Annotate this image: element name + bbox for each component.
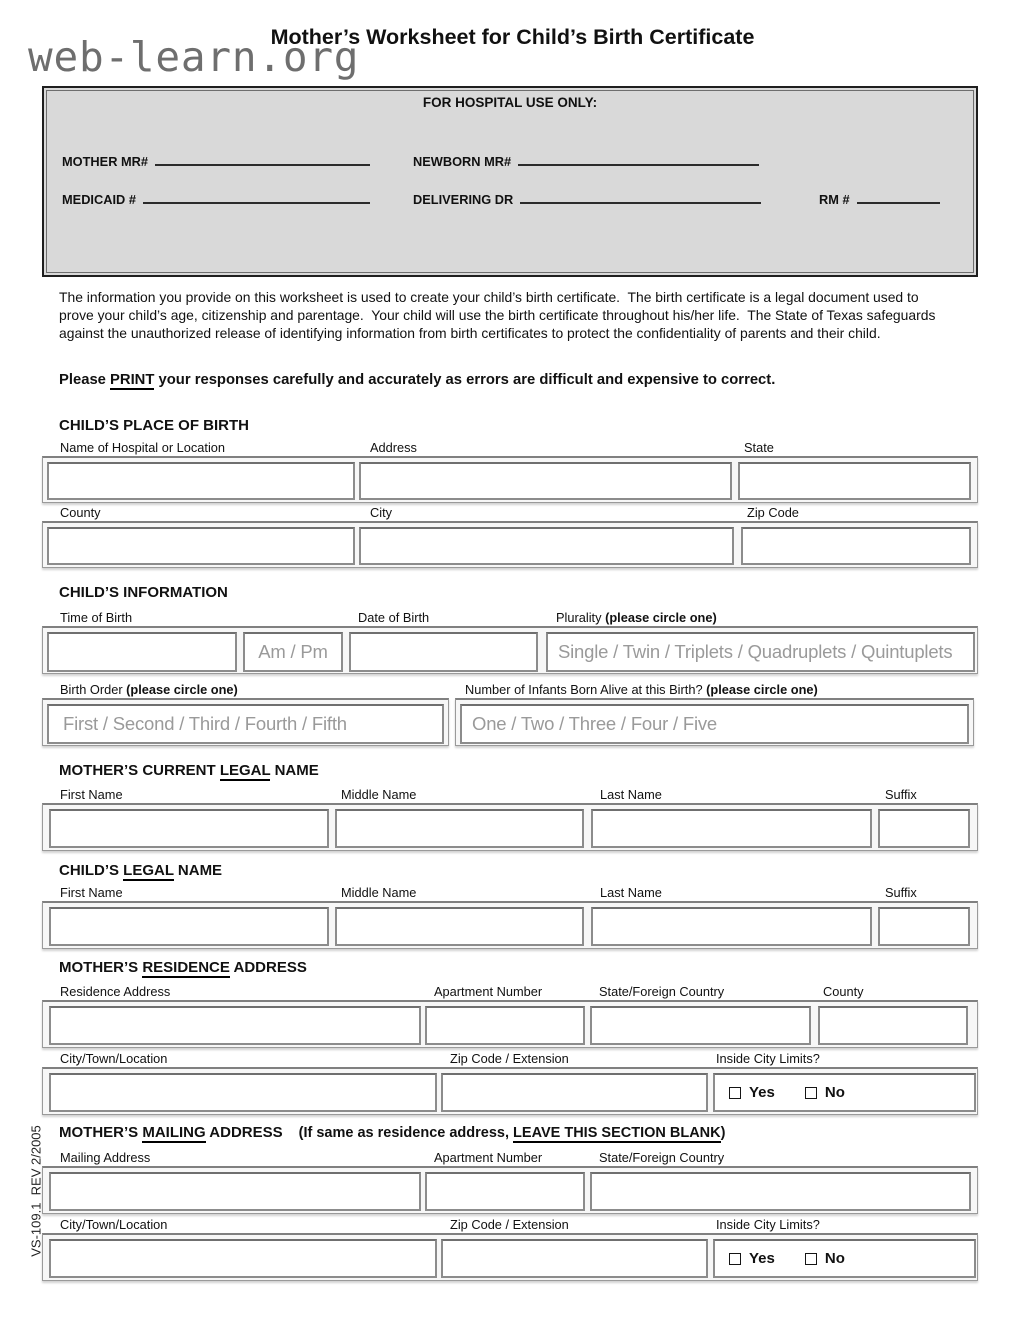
- mailing-state-label: State/Foreign Country: [599, 1150, 725, 1165]
- medicaid-field[interactable]: [62, 190, 370, 207]
- address-input[interactable]: [359, 462, 732, 500]
- plurality-label: Plurality (please circle one): [556, 610, 717, 625]
- mother-middle-name-input[interactable]: [335, 809, 584, 848]
- mailing-address-input[interactable]: [49, 1172, 421, 1211]
- mother-middle-name-label: Middle Name: [341, 787, 417, 802]
- hospital-use-box: [42, 86, 978, 277]
- infants-options-box[interactable]: One / Two / Three / Four / Five: [460, 704, 969, 744]
- form-number: VS-109.1 REV 2/2005: [28, 1125, 44, 1257]
- birth-order-label: Birth Order (please circle one): [60, 682, 238, 697]
- residence-apartment-input[interactable]: [425, 1006, 585, 1045]
- mother-last-name-input[interactable]: [591, 809, 872, 848]
- mailing-zip-label: Zip Code / Extension: [450, 1217, 569, 1232]
- residence-yes-checkbox[interactable]: [729, 1087, 741, 1099]
- date-of-birth-input[interactable]: [349, 632, 538, 672]
- residence-county-input[interactable]: [818, 1006, 968, 1045]
- mailing-city-label: City/Town/Location: [60, 1217, 168, 1232]
- city-label: City: [370, 505, 393, 520]
- child-suffix-label: Suffix: [885, 885, 917, 900]
- mailing-yes-checkbox[interactable]: [729, 1253, 741, 1265]
- medicaid-label: MEDICAID #: [62, 192, 136, 207]
- zip-code-label: Zip Code: [747, 505, 799, 520]
- print-notice: Please PRINT your responses carefully and accurately as errors are difficult and expensive to correct.: [59, 372, 776, 388]
- address-label: Address: [370, 440, 417, 455]
- section-heading-child-info: CHILD’S INFORMATION: [59, 584, 228, 601]
- child-last-name-label: Last Name: [600, 885, 662, 900]
- section-heading-mother-name: MOTHER’S CURRENT LEGAL NAME: [59, 762, 319, 779]
- hospital-name-input[interactable]: [47, 462, 355, 500]
- mailing-address-label: Mailing Address: [60, 1150, 151, 1165]
- delivering-dr-blank-line[interactable]: [520, 190, 761, 204]
- mother-suffix-input[interactable]: [878, 809, 970, 848]
- mailing-city-input[interactable]: [49, 1239, 437, 1278]
- residence-row1: [42, 1000, 978, 1048]
- zip-code-input[interactable]: [741, 527, 971, 565]
- birth-order-strip: [42, 698, 449, 746]
- place-of-birth-row2: [42, 521, 978, 568]
- plurality-circle-note: (please circle one): [605, 610, 717, 625]
- mailing-no-option[interactable]: No: [805, 1250, 845, 1267]
- residence-no-option[interactable]: No: [805, 1084, 845, 1101]
- place-of-birth-row1: [42, 456, 978, 503]
- residence-zip-label: Zip Code / Extension: [450, 1051, 569, 1066]
- time-of-birth-label: Time of Birth: [60, 610, 133, 625]
- mailing-inside-city-box: [713, 1239, 976, 1278]
- infants-circle-note: (please circle one): [706, 682, 818, 697]
- mailing-apartment-label: Apartment Number: [434, 1150, 543, 1165]
- mailing-inside-city-label: Inside City Limits?: [716, 1217, 820, 1232]
- residence-row2: [42, 1067, 978, 1115]
- hospital-name-label: Name of Hospital or Location: [60, 440, 226, 455]
- child-name-strip: [42, 901, 978, 949]
- time-of-birth-input[interactable]: [47, 632, 237, 672]
- am-pm-box[interactable]: Am / Pm: [243, 632, 343, 672]
- mailing-zip-input[interactable]: [441, 1239, 708, 1278]
- mother-last-name-label: Last Name: [600, 787, 662, 802]
- mother-first-name-label: First Name: [60, 787, 123, 802]
- mailing-no-checkbox[interactable]: [805, 1253, 817, 1265]
- residence-state-label: State/Foreign Country: [599, 984, 725, 999]
- residence-county-label: County: [823, 984, 864, 999]
- mother-mr-blank-line[interactable]: [155, 152, 370, 166]
- print-underlined: PRINT: [110, 372, 155, 388]
- infants-born-alive-strip: [455, 698, 974, 746]
- residence-no-checkbox[interactable]: [805, 1087, 817, 1099]
- delivering-dr-field[interactable]: [413, 190, 761, 207]
- mother-mr-field[interactable]: [62, 152, 370, 169]
- mother-first-name-input[interactable]: [49, 809, 329, 848]
- section-heading-place-of-birth: CHILD’S PLACE OF BIRTH: [59, 417, 249, 434]
- residence-inside-city-label: Inside City Limits?: [716, 1051, 820, 1066]
- infants-born-alive-label: Number of Infants Born Alive at this Birth? (please circle one): [465, 682, 818, 697]
- residence-city-label: City/Town/Location: [60, 1051, 168, 1066]
- mother-name-strip: [42, 803, 978, 851]
- mailing-row2: [42, 1233, 978, 1281]
- newborn-mr-label: NEWBORN MR#: [413, 154, 512, 169]
- residence-yes-option[interactable]: Yes: [729, 1084, 775, 1101]
- delivering-dr-label: DELIVERING DR: [413, 192, 514, 207]
- section-heading-mailing: MOTHER’S MAILING ADDRESS (If same as residence address, LEAVE THIS SECTION BLANK): [59, 1124, 726, 1141]
- residence-apartment-label: Apartment Number: [434, 984, 543, 999]
- mailing-note: (If same as residence address, LEAVE THIS SECTION BLANK): [298, 1125, 726, 1141]
- plurality-options-box[interactable]: Single / Twin / Triplets / Quadruplets / Quintuplets: [546, 632, 975, 672]
- intro-paragraph: The information you provide on this worksheet is used to create your child’s birth certificate. The birth certificate is a legal document used to prove your child’s age, citizenship and parentage. Your child will use the birth certificate throughout his/her life. The State of Texas safeguards against the unauthorized release of identifying information from birth certificates to protect the confidentiality of parents and their child.: [59, 289, 940, 341]
- mailing-row1: [42, 1166, 978, 1214]
- rm-blank-line[interactable]: [857, 190, 940, 204]
- mother-suffix-label: Suffix: [885, 787, 917, 802]
- child-middle-name-input[interactable]: [335, 907, 584, 946]
- child-first-name-label: First Name: [60, 885, 123, 900]
- residence-city-input[interactable]: [49, 1073, 437, 1112]
- page-title: Mother’s Worksheet for Child’s Birth Certificate: [270, 25, 755, 49]
- rm-field[interactable]: [819, 190, 940, 207]
- residence-address-input[interactable]: [49, 1006, 421, 1045]
- newborn-mr-field[interactable]: [413, 152, 759, 169]
- residence-inside-city-box: [713, 1073, 976, 1112]
- residence-address-label: Residence Address: [60, 984, 171, 999]
- child-first-name-input[interactable]: [49, 907, 329, 946]
- section-heading-residence: MOTHER’S RESIDENCE ADDRESS: [59, 959, 307, 976]
- child-middle-name-label: Middle Name: [341, 885, 417, 900]
- city-input[interactable]: [359, 527, 734, 565]
- section-heading-child-name: CHILD’S LEGAL NAME: [59, 862, 223, 879]
- birth-order-options-box[interactable]: First / Second / Third / Fourth / Fifth: [47, 704, 444, 744]
- state-input[interactable]: [738, 462, 971, 500]
- mailing-apartment-input[interactable]: [425, 1172, 585, 1211]
- mother-mr-label: MOTHER MR#: [62, 154, 149, 169]
- county-label: County: [60, 505, 101, 520]
- newborn-mr-blank-line[interactable]: [518, 152, 759, 166]
- birth-order-circle-note: (please circle one): [126, 682, 238, 697]
- rm-label: RM #: [819, 192, 850, 207]
- residence-state-input[interactable]: [590, 1006, 811, 1045]
- child-suffix-input[interactable]: [878, 907, 970, 946]
- state-label: State: [744, 440, 774, 455]
- county-input[interactable]: [47, 527, 355, 565]
- mailing-state-input[interactable]: [590, 1172, 971, 1211]
- medicaid-blank-line[interactable]: [143, 190, 370, 204]
- hospital-box-heading: FOR HOSPITAL USE ONLY:: [422, 95, 598, 110]
- mailing-yes-option[interactable]: Yes: [729, 1250, 775, 1267]
- child-last-name-input[interactable]: [591, 907, 872, 946]
- child-info-row1: [42, 626, 978, 674]
- date-of-birth-label: Date of Birth: [358, 610, 430, 625]
- watermark: web-learn.org: [28, 33, 360, 81]
- residence-zip-input[interactable]: [441, 1073, 708, 1112]
